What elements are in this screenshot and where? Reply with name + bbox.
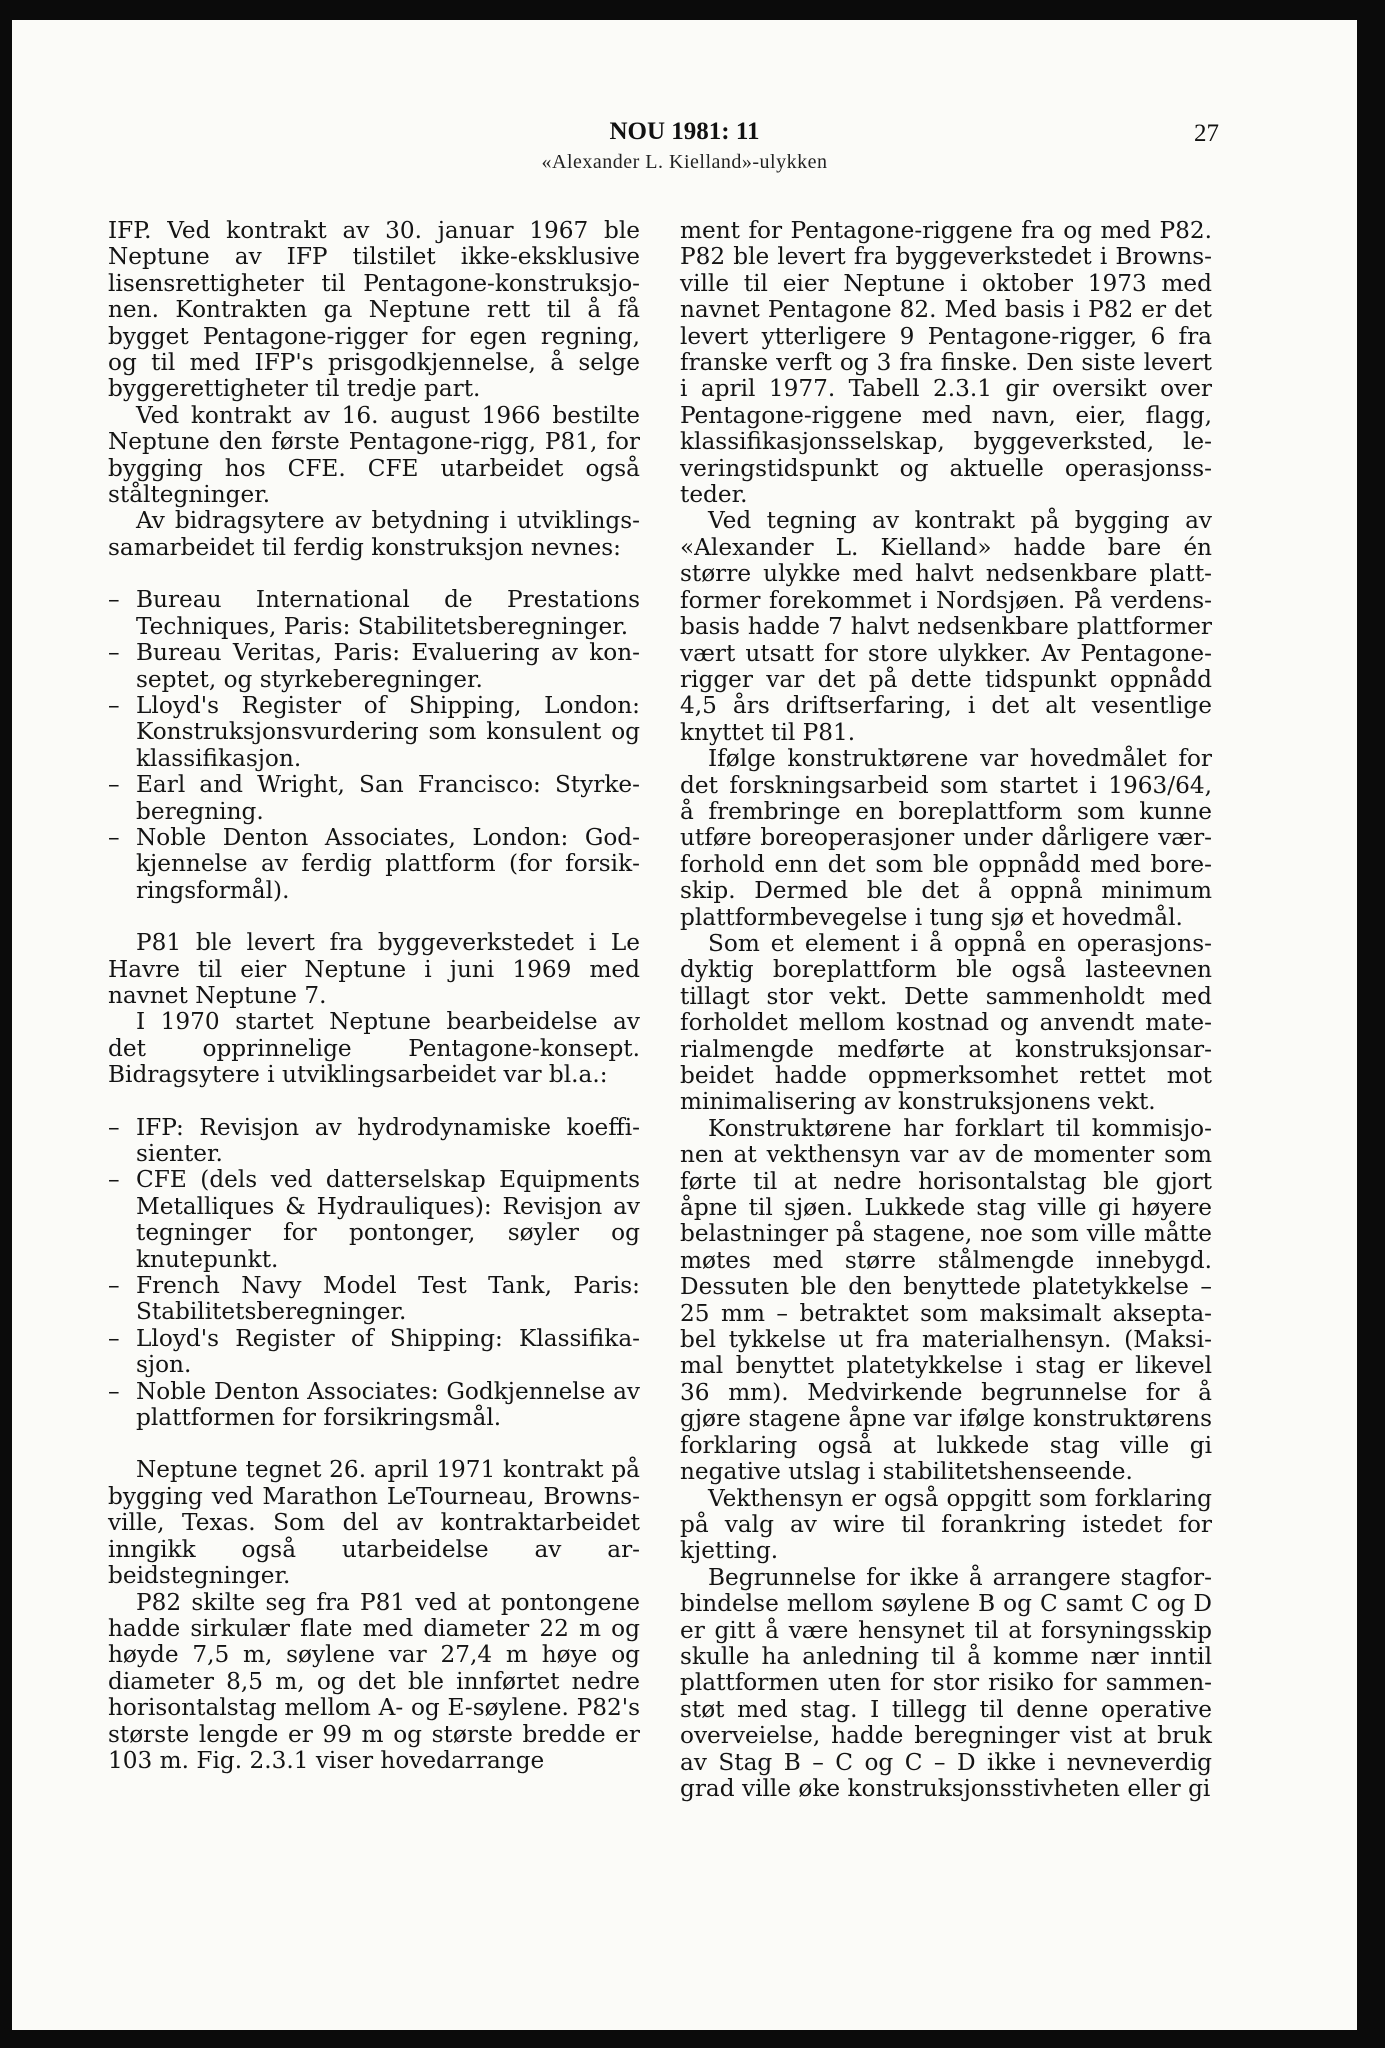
list-item: – Lloyd's Register of Shipping, London: Konstruksjonsvurdering som konsulent og klassifikasjon. bbox=[108, 693, 640, 772]
list-item: – French Navy Model Test Tank, Paris: Stabilitetsberegninger. bbox=[108, 1273, 640, 1326]
document-page bbox=[12, 20, 1357, 2030]
paragraph: IFP. Ved kontrakt av 30. januar 1967 ble Neptune av IFP tilstilet ikke-eksklusive lisensrettigheter til Pentagone-konstruksjonen. Kontrakten ga Neptune rett til å få bygget Pentagone-rigger for egen regning, og til med IFP's prisgodkjennelse, å selge byggerettigheter til tredje part. bbox=[108, 217, 640, 403]
page-number: 27 bbox=[1194, 120, 1219, 147]
list-item: – IFP: Revisjon av hydrodynamiske koeffisienter. bbox=[108, 1115, 640, 1168]
paragraph: I 1970 startet Neptune bearbeidelse av det opprinnelige Pentagone-konsept. Bidragsytere i utviklingsarbeidet var bl.a.: bbox=[108, 1008, 640, 1089]
contributors-list bbox=[108, 587, 640, 904]
document-subtitle: «Alexander L. Kielland»-ulykken bbox=[541, 151, 828, 173]
paragraph: P81 ble levert fra byggeverkstedet i Le Havre til eier Neptune i juni 1969 med navnet Neptune 7. bbox=[108, 929, 640, 1009]
document-title: NOU 1981: 11 bbox=[609, 118, 760, 145]
paragraph: Neptune tegnet 26. april 1971 kontrakt på bygging ved Marathon LeTourneau, Brownsville, Texas. Som del av kontraktarbeidet inngikk også utarbeidelse av arbeidstegninger. bbox=[108, 1456, 640, 1590]
paragraph: Vekthensyn er også oppgitt som forklaring på valg av wire til forankring istedet for kjetting. bbox=[680, 1484, 1212, 1565]
list-item: – Bureau International de Prestations Techniques, Paris: Stabilitetsberegninger. bbox=[108, 587, 640, 640]
paragraph: Ifølge konstruktørene var hovedmålet for det forskningsarbeid som startet i 1963/64, å frembringe en boreplattform som kunne utføre boreoperasjoner under dårligere værforhold enn det som ble oppnådd med boreskip. Dermed ble det å oppnå minimum plattformbevegelse i tung sjø et hovedmål. bbox=[680, 745, 1212, 931]
paragraph: P82 skilte seg fra P81 ved at pontongene hadde sirkulær flate med diameter 22 m og høyde 7,5 m, søylene var 27,4 m høye og diameter 8,5 m, og det ble innførtet nedre horisontalstag mellom A- og E-søylene. P82's største lengde er 99 m og største bredde er 103 m. Fig. 2.3.1 viser hovedarrange bbox=[108, 1588, 640, 1774]
list-item: – CFE (dels ved datterselskap Equipments Metalliques & Hydrauliques): Revisjon av tegninger for pontonger, søyler og knutepunkt. bbox=[108, 1167, 640, 1273]
right-column bbox=[680, 218, 1212, 1802]
list-item: – Earl and Wright, San Francisco: Styrkeberegning. bbox=[108, 772, 640, 825]
paragraph: Ved kontrakt av 16. august 1966 bestilte Neptune den første Pentagone-rigg, P81, for bygging hos CFE. CFE utarbeidet også ståltegninger. bbox=[108, 401, 640, 509]
paragraph: Ved tegning av kontrakt på bygging av «Alexander L. Kielland» hadde bare én større ulykke med halvt nedsenkbare plattformer forekommet i Nordsjøen. På verdensbasis hadde 7 halvt nedsenkbare plattformer vært utsatt for store ulykker. Av Pentagone-rigger var det på dette tidspunkt oppnådd 4,5 års driftserfaring, i det alt vesentlige knyttet til P81. bbox=[680, 507, 1212, 746]
paragraph: ment for Pentagone-riggene fra og med P82. P82 ble levert fra byggeverkstedet i Brownsville til eier Neptune i oktober 1973 med navnet Pentagone 82. Med basis i P82 er det levert ytterligere 9 Pentagone-rigger, 6 fra franske verft og 3 fra finske. Den siste levert i april 1977. Tabell 2.3.1 gir oversikt over Pentagone-riggene med navn, eier, flagg, klassifikasjonsselskap, byggeverksted, leveringstidspunkt og aktuelle operasjonssteder. bbox=[680, 217, 1212, 509]
paragraph: Konstruktørene har forklart til kommisjonen at vekthensyn var av de momenter som førte til at nedre horisontalstag ble gjort åpne til sjøen. Lukkede stag ville gi høyere belastninger på stagene, noe som ville måtte møtes med større stålmengde innebygd. Dessuten ble den benyttede platetykkelse – 25 mm – betraktet som maksimalt akseptabel tykkelse ut fra materialhensyn. (Maksimal benyttet platetykkelse i stag er likevel 36 mm). Medvirkende begrunnelse for å gjøre stagene åpne var ifølge konstruktørens forklaring også at lukkede stag ville gi negative utslag i stabilitetshenseende. bbox=[680, 1114, 1212, 1486]
paragraph: Begrunnelse for ikke å arrangere stagforbindelse mellom søylene B og C samt C og D er gitt å være hensynet til at forsyningsskip skulle ha anledning til å komme nær inntil plattformen uten for stor risiko for sammenstøt med stag. I tillegg til denne operative overveielse, hadde beregninger vist at bruk av Stag B – C og C – D ikke i nevneverdig grad ville øke konstruksjonsstivheten eller gi bbox=[680, 1563, 1212, 1802]
list-item: – Bureau Veritas, Paris: Evaluering av konseptet, og styrkeberegninger. bbox=[108, 640, 640, 693]
paragraph: Av bidragsytere av betydning i utviklingssamarbeidet til ferdig konstruksjon nevnes: bbox=[108, 507, 640, 561]
list-item: – Lloyd's Register of Shipping: Klassifikasjon. bbox=[108, 1326, 640, 1379]
development-contributors-list bbox=[108, 1115, 640, 1432]
list-item: – Noble Denton Associates, London: Godkjennelse av ferdig plattform (for forsikringsformål). bbox=[108, 825, 640, 904]
left-column bbox=[108, 218, 640, 1774]
paragraph: Som et element i å oppnå en operasjonsdyktig boreplattform ble også lasteevnen tillagt stor vekt. Dette sammenholdt med forholdet mellom kostnad og anvendt materialmengde medførte at konstruksjonsarbeidet hadde oppmerksomhet rettet mot minimalisering av konstruksjonens vekt. bbox=[680, 929, 1212, 1116]
list-item: – Noble Denton Associates: Godkjennelse av plattformen for forsikringsmål. bbox=[108, 1379, 640, 1432]
